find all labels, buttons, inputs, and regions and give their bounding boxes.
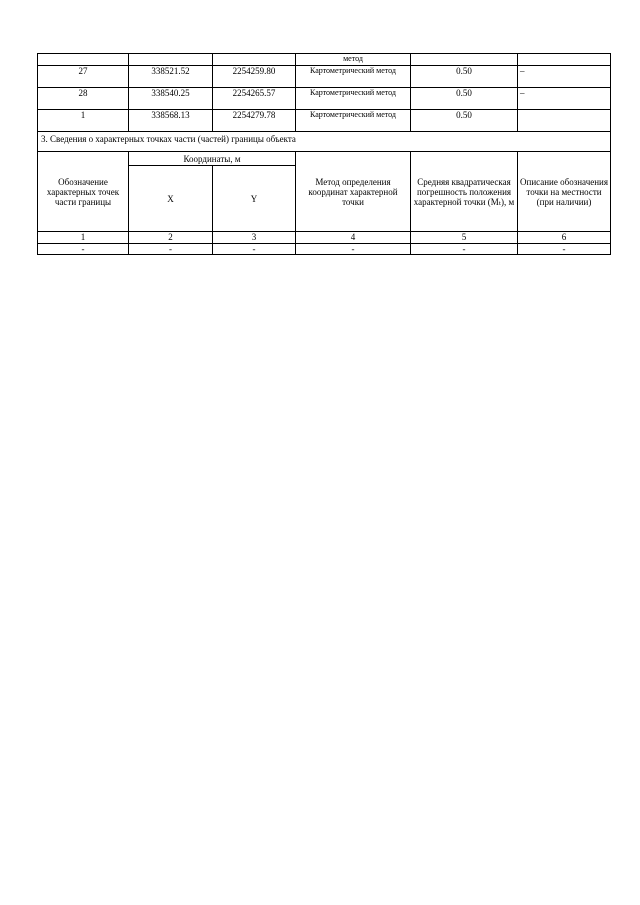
column-number: 4 bbox=[296, 232, 411, 244]
empty-cell: - bbox=[129, 244, 213, 255]
x-coordinate-cell: 338521.52 bbox=[129, 66, 213, 88]
empty-cell: - bbox=[296, 244, 411, 255]
point-number-cell: 27 bbox=[38, 66, 129, 88]
column-number: 2 bbox=[129, 232, 213, 244]
empty-cell: - bbox=[213, 244, 296, 255]
header-row bbox=[38, 152, 611, 166]
section-title-row bbox=[38, 132, 611, 152]
error-cell: 0.50 bbox=[411, 66, 518, 88]
table-row bbox=[38, 88, 611, 110]
description-cell bbox=[518, 54, 611, 66]
empty-cell: - bbox=[38, 244, 129, 255]
empty-cell: - bbox=[411, 244, 518, 255]
error-cell bbox=[411, 54, 518, 66]
empty-cell: - bbox=[518, 244, 611, 255]
x-coordinate-cell: 338568.13 bbox=[129, 110, 213, 132]
column-numbers-row bbox=[38, 232, 611, 244]
header-point-designation: Обозначение характерных точек части границы bbox=[38, 152, 129, 232]
description-cell bbox=[518, 110, 611, 132]
y-coordinate-cell: 2254265.57 bbox=[213, 88, 296, 110]
header-description: Описание обозначения точки на местности (при наличии) bbox=[518, 152, 611, 232]
header-y: Y bbox=[213, 166, 296, 232]
y-coordinate-cell bbox=[213, 54, 296, 66]
header-x: X bbox=[129, 166, 213, 232]
header-coordinates: Координаты, м bbox=[129, 152, 296, 166]
error-cell: 0.50 bbox=[411, 110, 518, 132]
column-number: 3 bbox=[213, 232, 296, 244]
error-cell: 0.50 bbox=[411, 88, 518, 110]
description-cell: – bbox=[518, 66, 611, 88]
coordinates-table bbox=[37, 53, 611, 255]
y-coordinate-cell: 2254259.80 bbox=[213, 66, 296, 88]
header-error: Средняя квадратическая погрешность положения характерной точки (Мₜ), м bbox=[411, 152, 518, 232]
point-number-cell bbox=[38, 54, 129, 66]
column-number: 6 bbox=[518, 232, 611, 244]
section-title: 3. Сведения о характерных точках части (частей) границы объекта bbox=[38, 132, 611, 152]
description-cell: – bbox=[518, 88, 611, 110]
point-number-cell: 1 bbox=[38, 110, 129, 132]
column-number: 5 bbox=[411, 232, 518, 244]
y-coordinate-cell: 2254279.78 bbox=[213, 110, 296, 132]
method-cell: Картометрический метод bbox=[296, 110, 411, 132]
header-method: Метод определения координат характерной точки bbox=[296, 152, 411, 232]
x-coordinate-cell bbox=[129, 54, 213, 66]
point-number-cell: 28 bbox=[38, 88, 129, 110]
column-number: 1 bbox=[38, 232, 129, 244]
method-cell: метод bbox=[296, 54, 411, 66]
x-coordinate-cell: 338540.25 bbox=[129, 88, 213, 110]
method-cell: Картометрический метод bbox=[296, 88, 411, 110]
table-row bbox=[38, 244, 611, 255]
table-row bbox=[38, 66, 611, 88]
table-row bbox=[38, 54, 611, 66]
method-cell: Картометрический метод bbox=[296, 66, 411, 88]
table-row bbox=[38, 110, 611, 132]
